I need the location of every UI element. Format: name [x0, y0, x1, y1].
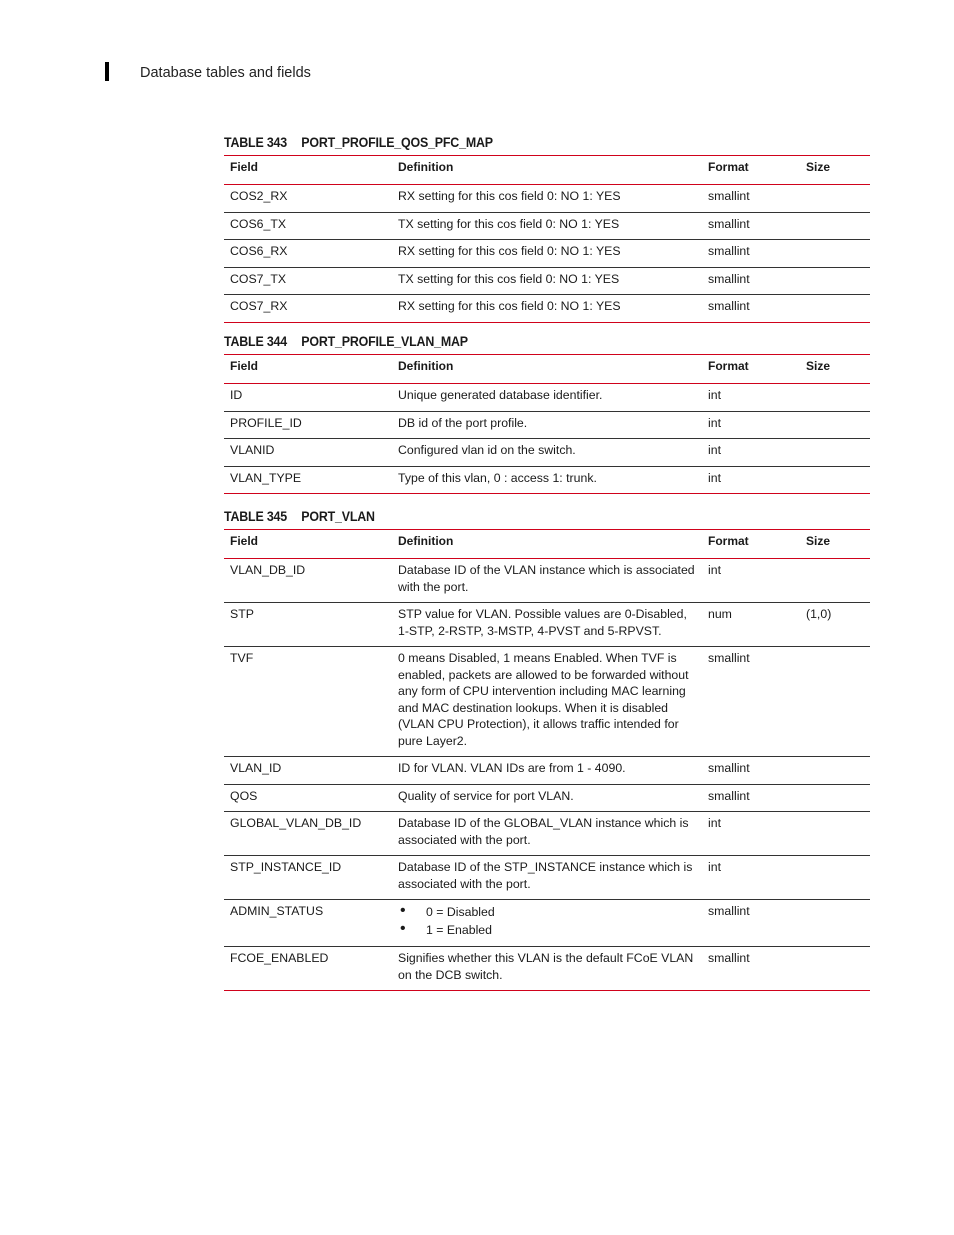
table-345-block [224, 509, 870, 991]
data-table [224, 529, 870, 991]
cell-definition: ID for VLAN. VLAN IDs are from 1 - 4090. [398, 761, 626, 775]
table-name: PORT_PROFILE_QOS_PFC_MAP [301, 135, 493, 150]
cell-size [800, 411, 870, 439]
cell-field: COS7_RX [230, 299, 288, 313]
table-row [224, 466, 870, 494]
cell-definition: RX setting for this cos field 0: NO 1: YES [398, 299, 621, 313]
cell-format: int [708, 816, 721, 830]
cell-format: smallint [708, 951, 750, 965]
cell-size [800, 900, 870, 947]
table-343-block [224, 135, 870, 323]
cell-format: smallint [708, 651, 750, 665]
column-header-format: Format [708, 534, 749, 548]
cell-format: int [708, 470, 721, 485]
cell-definition: RX setting for this cos field 0: NO 1: YES [398, 244, 621, 258]
cell-definition: TX setting for this cos field 0: NO 1: YES [398, 271, 620, 286]
column-header-format: Format [708, 359, 749, 373]
cell-size: (1,0) [806, 607, 832, 621]
column-header-definition: Definition [398, 160, 454, 174]
cell-format: num [708, 607, 732, 621]
cell-field: STP [230, 607, 254, 621]
cell-definition: Database ID of the GLOBAL_VLAN instance which is associated with the port. [398, 816, 689, 847]
table-row [224, 647, 870, 757]
cell-definition: Database ID of the STP_INSTANCE instance which is associated with the port. [398, 860, 693, 891]
cell-field: ID [230, 388, 243, 402]
cell-definition: RX setting for this cos field 0: NO 1: YES [398, 189, 621, 203]
table-name: PORT_VLAN [301, 509, 375, 524]
cell-definition: 0 means Disabled, 1 means Enabled. When TVF is enabled, packets are allowed to be forwarded without any form of CPU intervention including MAC learning and MAC destination lookups. When it is disabled (VLAN CPU Protection), it allows traffic intended for pure Layer2. [398, 651, 689, 748]
table-row [224, 900, 870, 947]
table-row [224, 603, 870, 647]
cell-size [800, 212, 870, 240]
table-row [224, 784, 870, 812]
column-header-definition: Definition [398, 359, 454, 373]
table-header-row [224, 530, 870, 559]
cell-format: smallint [708, 299, 750, 313]
table-row [224, 212, 870, 240]
table-row [224, 411, 870, 439]
table-row [224, 267, 870, 295]
table-header-row [224, 156, 870, 185]
cell-size [800, 947, 870, 991]
cell-field: QOS [230, 788, 258, 803]
cell-format: int [708, 860, 721, 874]
table-row [224, 757, 870, 785]
cell-definition: DB id of the port profile. [398, 415, 528, 430]
cell-size [800, 466, 870, 494]
table-344-block [224, 334, 870, 494]
cell-definition: Configured vlan id on the switch. [398, 443, 576, 457]
cell-field: TVF [230, 651, 254, 665]
cell-size [800, 784, 870, 812]
table-row [224, 856, 870, 900]
cell-size [800, 647, 870, 757]
cell-size [800, 240, 870, 268]
cell-format: smallint [708, 189, 750, 203]
cell-field: FCOE_ENABLED [230, 951, 329, 965]
cell-definition: Database ID of the VLAN instance which is associated with the port. [398, 563, 695, 594]
column-header-field: Field [230, 160, 259, 174]
cell-field: PROFILE_ID [230, 415, 302, 430]
cell-size [800, 812, 870, 856]
cell-definition: Signifies whether this VLAN is the default FCoE VLAN on the DCB switch. [398, 951, 694, 982]
table-row [224, 439, 870, 467]
cell-size [800, 439, 870, 467]
cell-size [800, 856, 870, 900]
bullet-item: • 1 = Enabled [398, 921, 696, 939]
cell-field: VLAN_DB_ID [230, 563, 306, 577]
table-row [224, 947, 870, 991]
table-row [224, 384, 870, 412]
table-row [224, 559, 870, 603]
bullet-list [398, 903, 696, 939]
cell-field: COS6_TX [230, 216, 287, 231]
table-number: TABLE 345 [224, 509, 287, 524]
table-row [224, 812, 870, 856]
cell-field: GLOBAL_VLAN_DB_ID [230, 816, 362, 830]
cell-definition: Quality of service for port VLAN. [398, 788, 574, 803]
table-caption [224, 509, 818, 524]
cell-format: smallint [708, 271, 750, 286]
cell-size [800, 559, 870, 603]
cell-format: smallint [708, 216, 750, 231]
table-caption [224, 135, 818, 150]
table-number: TABLE 344 [224, 334, 287, 349]
column-header-size: Size [806, 359, 831, 373]
column-header-format: Format [708, 160, 749, 174]
bullet-item: • 0 = Disabled [398, 903, 696, 921]
cell-format: smallint [708, 788, 750, 803]
cell-format: int [708, 388, 721, 402]
cell-field: VLAN_ID [230, 761, 282, 775]
cell-field: VLANID [230, 443, 275, 457]
cell-size [800, 185, 870, 213]
column-header-size: Size [806, 534, 831, 548]
cell-format: int [708, 443, 721, 457]
cell-field: COS2_RX [230, 189, 288, 203]
cell-field: COS7_TX [230, 271, 287, 286]
table-name: PORT_PROFILE_VLAN_MAP [301, 334, 468, 349]
cell-field: STP_INSTANCE_ID [230, 860, 342, 874]
cell-size [800, 295, 870, 323]
table-row [224, 295, 870, 323]
table-row [224, 185, 870, 213]
cell-size [800, 757, 870, 785]
cell-format: int [708, 563, 721, 577]
cell-format: int [708, 415, 721, 430]
data-table [224, 155, 870, 323]
table-number: TABLE 343 [224, 135, 287, 150]
cell-format: smallint [708, 904, 750, 918]
column-header-field: Field [230, 359, 259, 373]
cell-definition: Type of this vlan, 0 : access 1: trunk. [398, 470, 597, 485]
cell-definition: Unique generated database identifier. [398, 388, 603, 402]
running-header: Database tables and fields [140, 65, 311, 81]
table-row [224, 240, 870, 268]
table-header-row [224, 355, 870, 384]
cell-field: VLAN_TYPE [230, 470, 302, 485]
table-caption [224, 334, 818, 349]
cell-format: smallint [708, 244, 750, 258]
cell-format: smallint [708, 761, 750, 775]
cell-definition: STP value for VLAN. Possible values are 0-Disabled, 1-STP, 2-RSTP, 3-MSTP, 4-PVST and 5-RPVST. [398, 607, 687, 638]
cell-field: ADMIN_STATUS [230, 904, 324, 918]
cell-size [800, 267, 870, 295]
cell-definition [392, 900, 702, 947]
column-header-definition: Definition [398, 534, 454, 548]
margin-change-bar [105, 62, 109, 81]
cell-size [800, 384, 870, 412]
column-header-size: Size [806, 160, 831, 174]
cell-definition: TX setting for this cos field 0: NO 1: YES [398, 216, 620, 231]
data-table [224, 354, 870, 494]
cell-field: COS6_RX [230, 244, 288, 258]
column-header-field: Field [230, 534, 259, 548]
